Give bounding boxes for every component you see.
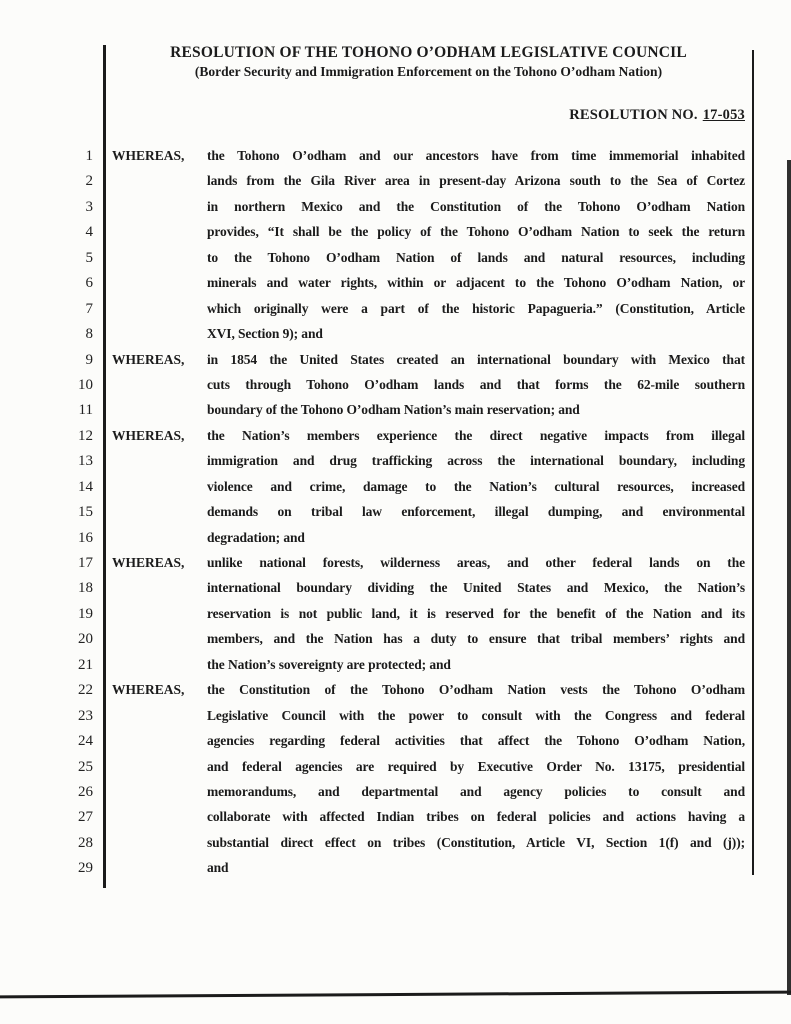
line-number: 13 bbox=[78, 453, 93, 470]
line-number: 4 bbox=[85, 224, 93, 241]
line-text: to the Tohono O’odham Nation of lands and natural resources, including bbox=[207, 249, 745, 265]
line-number: 1 bbox=[85, 148, 93, 164]
document-subtitle: (Border Security and Immigration Enforcement on the Tohono O’odham Nation) bbox=[194, 64, 663, 79]
line-number: 8 bbox=[85, 326, 93, 343]
document-line-row bbox=[0, 372, 791, 397]
document-line-row bbox=[0, 270, 791, 295]
document-line-row bbox=[0, 754, 791, 779]
document-line-row bbox=[0, 779, 791, 804]
line-number: 19 bbox=[78, 605, 93, 622]
line-text: in northern Mexico and the Constitution of the Tohono O’odham Nation bbox=[207, 198, 745, 214]
line-text: members, and the Nation has a duty to ensure that tribal members’ rights and bbox=[207, 631, 745, 647]
whereas-label: WHEREAS, bbox=[112, 555, 185, 570]
line-text: and federal agencies are required by Executive Order No. 13175, presidential bbox=[207, 758, 745, 774]
document-line-row bbox=[0, 626, 791, 651]
document-lines bbox=[0, 143, 791, 881]
line-text: the Nation’s members experience the direct negative impacts from illegal bbox=[207, 427, 745, 443]
document-line-row bbox=[0, 525, 791, 550]
line-number: 10 bbox=[78, 376, 93, 393]
line-number: 22 bbox=[78, 682, 93, 699]
whereas-label: WHEREAS, bbox=[112, 351, 185, 367]
line-number: 6 bbox=[85, 275, 93, 292]
document-line-row bbox=[0, 855, 791, 880]
document-title: RESOLUTION OF THE TOHONO O’ODHAM LEGISLATIVE COUNCIL bbox=[170, 44, 687, 61]
line-text: XVI, Section 9); and bbox=[207, 326, 323, 342]
line-number: 20 bbox=[78, 631, 93, 648]
line-number: 23 bbox=[78, 707, 93, 724]
line-number: 9 bbox=[85, 351, 93, 368]
document-line-row bbox=[0, 219, 791, 244]
document-line-row bbox=[0, 245, 791, 270]
document-line-row bbox=[0, 143, 791, 168]
line-number: 16 bbox=[78, 529, 93, 546]
line-number: 2 bbox=[85, 173, 93, 190]
document-line-row bbox=[0, 804, 791, 829]
document-line-row bbox=[0, 474, 791, 499]
document-line-row bbox=[0, 499, 791, 524]
line-number: 18 bbox=[78, 580, 93, 597]
line-number: 3 bbox=[85, 198, 93, 215]
line-number: 29 bbox=[78, 860, 93, 877]
line-text: cuts through Tohono O’odham lands and that forms the 62-mile southern bbox=[207, 376, 745, 392]
bottom-page-rule bbox=[0, 991, 791, 999]
line-text: the Constitution of the Tohono O’odham Nation vests the Tohono O’odham bbox=[207, 682, 745, 698]
line-text: Legislative Council with the power to consult with the Congress and federal bbox=[207, 707, 745, 723]
line-text: unlike national forests, wilderness areas, and other federal lands on the bbox=[207, 555, 745, 570]
resolution-number bbox=[569, 107, 745, 124]
line-number: 17 bbox=[78, 555, 93, 571]
line-text: boundary of the Tohono O’odham Nation’s main reservation; and bbox=[207, 402, 580, 418]
document-line-row bbox=[0, 448, 791, 473]
line-number: 14 bbox=[78, 478, 93, 495]
line-text: degradation; and bbox=[207, 529, 305, 545]
document-line-row bbox=[0, 321, 791, 346]
document-line-row bbox=[0, 652, 791, 677]
document-line-row bbox=[0, 703, 791, 728]
whereas-label: WHEREAS, bbox=[112, 148, 185, 163]
line-number: 24 bbox=[78, 733, 93, 750]
line-text: international boundary dividing the United States and Mexico, the Nation’s bbox=[207, 580, 745, 596]
line-number: 25 bbox=[78, 758, 93, 775]
document-line-row bbox=[0, 728, 791, 753]
document-header bbox=[104, 44, 753, 80]
line-text: agencies regarding federal activities that affect the Tohono O’odham Nation, bbox=[207, 733, 745, 749]
line-number: 28 bbox=[78, 834, 93, 851]
document-line-row bbox=[0, 347, 791, 372]
document-line-row bbox=[0, 194, 791, 219]
line-text: the Tohono O’odham and our ancestors have from time immemorial inhabited bbox=[207, 148, 745, 163]
document-line-row bbox=[0, 550, 791, 575]
line-text: lands from the Gila River area in present-day Arizona south to the Sea of Cortez bbox=[207, 173, 745, 189]
line-text: collaborate with affected Indian tribes on federal policies and actions having a bbox=[207, 809, 745, 825]
line-number: 7 bbox=[85, 300, 93, 317]
line-text: demands on tribal law enforcement, illegal dumping, and environmental bbox=[207, 504, 745, 520]
line-text: minerals and water rights, within or adjacent to the Tohono O’odham Nation, or bbox=[207, 275, 745, 291]
line-text: in 1854 the United States created an international boundary with Mexico that bbox=[207, 351, 745, 367]
line-number: 12 bbox=[78, 427, 93, 444]
line-number: 5 bbox=[85, 249, 93, 266]
line-number: 21 bbox=[78, 656, 93, 673]
whereas-label: WHEREAS, bbox=[112, 682, 185, 698]
document-line-row bbox=[0, 168, 791, 193]
line-text: provides, “It shall be the policy of the Tohono O’odham Nation to seek the return bbox=[207, 224, 745, 240]
document-line-row bbox=[0, 677, 791, 702]
document-line-row bbox=[0, 575, 791, 600]
document-line-row bbox=[0, 830, 791, 855]
line-number: 15 bbox=[78, 504, 93, 521]
resolution-number-value: 17-053 bbox=[702, 107, 745, 123]
line-text: substantial direct effect on tribes (Constitution, Article VI, Section 1(f) and (j)); bbox=[207, 834, 745, 850]
line-text: violence and crime, damage to the Nation’s cultural resources, increased bbox=[207, 478, 745, 494]
whereas-label: WHEREAS, bbox=[112, 427, 185, 443]
line-text: the Nation’s sovereignty are protected; and bbox=[207, 656, 451, 672]
line-number: 26 bbox=[78, 783, 93, 800]
line-text: reservation is not public land, it is reserved for the benefit of the Nation and its bbox=[207, 605, 745, 621]
line-number: 27 bbox=[78, 809, 93, 826]
document-line-row bbox=[0, 423, 791, 448]
line-number: 11 bbox=[78, 402, 93, 419]
resolution-number-label: RESOLUTION NO. bbox=[569, 107, 698, 123]
document-line-row bbox=[0, 296, 791, 321]
line-text: which originally were a part of the historic Papagueria.” (Constitution, Article bbox=[207, 300, 745, 316]
line-text: memorandums, and departmental and agency policies to consult and bbox=[207, 783, 745, 799]
line-text: immigration and drug trafficking across the international boundary, including bbox=[207, 453, 745, 469]
document-line-row bbox=[0, 397, 791, 422]
line-text: and bbox=[207, 860, 229, 876]
document-line-row bbox=[0, 601, 791, 626]
